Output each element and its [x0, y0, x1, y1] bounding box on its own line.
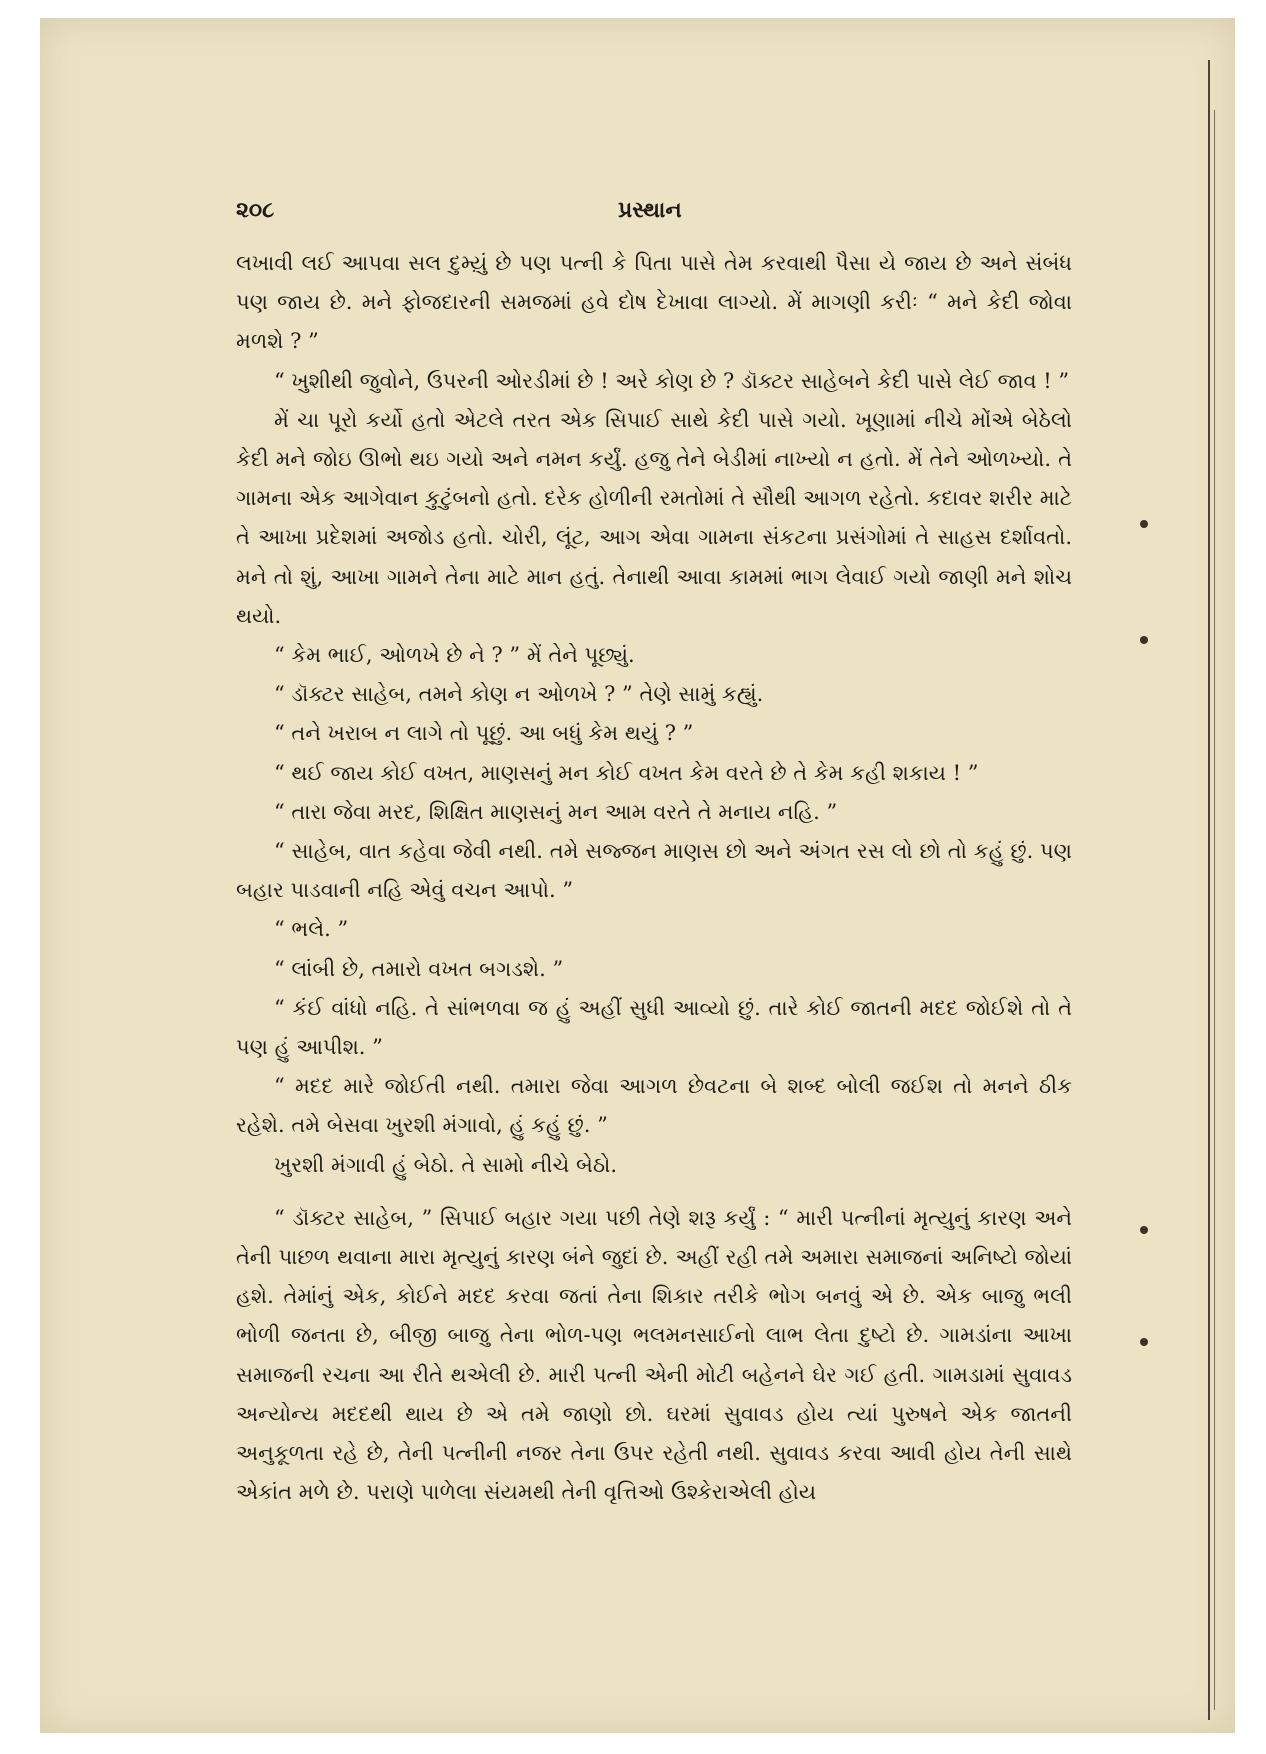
paragraph: “ લાંબી છે, તમારો વખત બગડશે. ” — [274, 956, 564, 981]
paragraph: “ મદદ મારે જોઈતી નથી. તમારા જેવા આગળ છેવટના બે શબ્દ બોલી જઈશ તો મનને ઠીક રહેશે. તમે બેસવા ખુરશી મંગાવો, હું કહું છું. ” — [236, 1074, 1072, 1138]
paragraph: “ કંઈ વાંધો નહિ. તે સાંભળવા જ હું અહીં સુધી આવ્યો છું. તારે કોઈ જાતની મદદ જોઈશે તો તે પણ હું આપીશ. ” — [236, 995, 1072, 1060]
binding-hole — [1140, 520, 1148, 528]
body-text — [236, 244, 1072, 1513]
paragraph: “ તારા જેવા મરદ, શિક્ષિત માણસનું મન આમ વરતે તે મનાય નહિ. ” — [274, 799, 838, 824]
paragraph: “ ડૉક્ટર સાહેબ, ” સિપાઈ બહાર ગયા પછી તેણે શરૂ કર્યું : “ મારી પત્નીનાં મૃત્યુનું કારણ અને તેની પાછળ થવાના મારા મૃત્યુનું કારણ બંને જુદાં છે. અહીં રહી તમે અમારા સમાજનાં અનિષ્ટો જોયાં હશે. તેમાંનું એક, કોઈને મદદ કરવા જતાં તેના શિકાર તરીકે ભોગ બનવું એ છે. એક બાજુ ભલી ભોળી જનતા છે, બીજી બાજુ તેના ભોળ-પણ ભલમનસાઈનો લાભ લેતા દુષ્ટો છે. ગામડાંના આખા સમાજની રચના આ રીતે થએલી છે. મારી પત્ની એની મોટી બહેનને ઘેર ગઈ હતી. ગામડામાં સુવાવડ અન્યોન્ય મદદથી થાય છે એ તમે જાણો છો. ઘરમાં સુવાવડ હોય ત્યાં પુરુષને એક જાતની અનુકૂળતા રહે છે, તેની પત્નીની નજર તેના ઉપર રહેતી નથી. સુવાવડ કરવા આવી હોય તેની સાથે એકાંત મળે છે. પરાણે પાળેલા સંયમથી તેની વૃત્તિઓ ઉશ્કેરાએલી હોય — [236, 1205, 1072, 1505]
binding-hole — [1140, 1226, 1148, 1234]
page-spine-edge — [1208, 60, 1210, 1720]
binding-hole — [1140, 636, 1148, 644]
paragraph: “ થઈ જાય કોઈ વખત, માણસનું મન કોઈ વખત કેમ વરતે છે તે કેમ કહી શકાય ! ” — [274, 760, 979, 785]
paragraph: “ ખુશીથી જુવોને, ઉપરની ઓરડીમાં છે ! અરે કોણ છે ? ડૉક્ટર સાહેબને કેદી પાસે લેઈ જાવ ! ” — [274, 368, 1070, 393]
paragraph: ખુરશી મંગાવી હું બેઠો. તે સામો નીચે બેઠો. — [274, 1152, 617, 1177]
paragraph: “ ભલે. ” — [274, 917, 349, 942]
paragraph: લખાવી લઈ આપવા સલ દુમ્યુ઼ં છે પણ પત્ની કે પિતા પાસે તેમ કરવાથી પૈસા યે જાય છે અને સંબંધ પણ જાય છે. મને ફોજદારની સમજમાં હવે દોષ દેખાવા લાગ્યો. મેં માગણી કરીઃ “ મને કેદી જોવા મળશે ? ” — [236, 251, 1072, 354]
paragraph: “ ડૉક્ટર સાહેબ, તમને કોણ ન ઓળખે ? ” તેણે સામું કહ્યું. — [274, 682, 764, 707]
page-number: ૨૦૮ — [236, 198, 275, 223]
paragraph: “ તને ખરાબ ન લાગે તો પૂછું. આ બધું કેમ થયું ? ” — [274, 721, 694, 746]
paragraph: “ કેમ ભાઈ, ઓળખે છે ને ? ” મેં તેને પૂછ્યું. — [274, 643, 635, 668]
binding-hole — [1140, 1338, 1148, 1346]
paragraph: મેં ચા પૂરો કર્યો હતો એટલે તરત એક સિપાઈ સાથે કેદી પાસે ગયો. ખૂણામાં નીચે મોંએ બેઠેલો કેદી મને જોઇ ઊભો થઇ ગયો અને નમન કર્યું. હજુ તેને બેડીમાં નાખ્યો ન હતો. મેં તેને ઓળખ્યો. તે ગામના એક આગેવાન કુટુંબનો હતો. દરેક હોળીની રમતોમાં તે સૌથી આગળ રહેતો. કદાવર શરીર માટે તે આખા પ્રદેશમાં અજોડ હતો. ચોરી, લૂંટ, આગ એવા ગામના સંકટના પ્રસંગોમાં તે સાહસ દર્શાવતો. મને તો શું, આખા ગામને તેના માટે માન હતું. તેનાથી આવા કામમાં ભાગ લેવાઈ ગયો જાણી મને શોચ થયો. — [236, 407, 1072, 628]
page-spine-shadow — [1214, 110, 1215, 1710]
paragraph: “ સાહેબ, વાત કહેવા જેવી નથી. તમે સજ્જન માણસ છો અને અંગત રસ લો છો તો કહું છું. પણ બહાર પાડવાની નહિ એવું વચન આપો. ” — [236, 839, 1072, 903]
page-header — [236, 198, 1072, 224]
running-title: પ્રસ્થાન — [618, 198, 682, 223]
